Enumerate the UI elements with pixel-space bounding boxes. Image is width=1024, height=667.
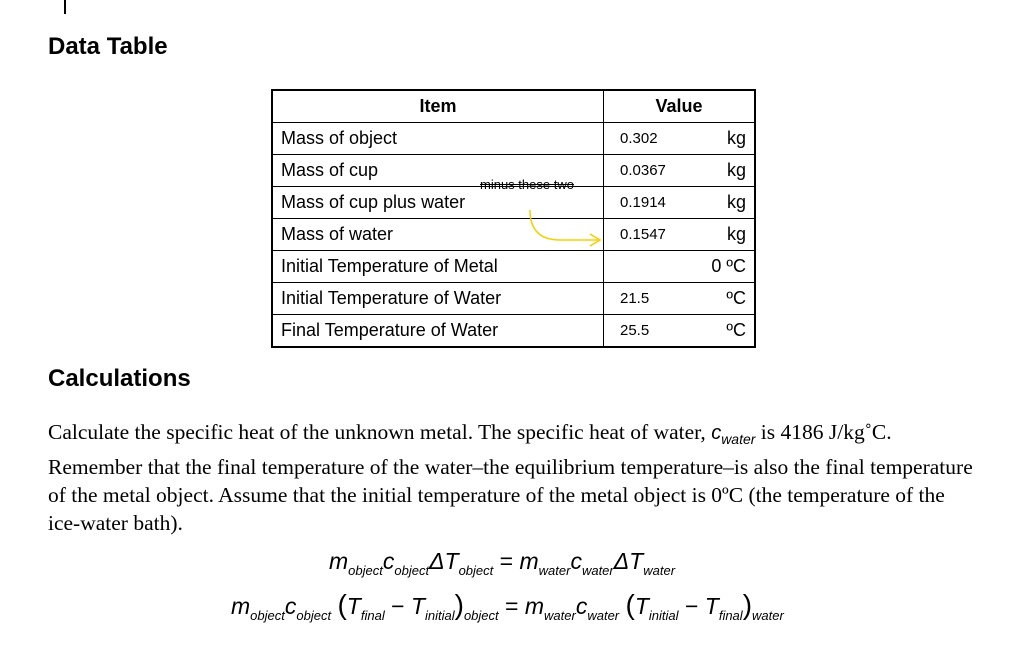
eq-m: m bbox=[524, 593, 545, 619]
eq-c: c bbox=[575, 593, 588, 619]
eq-t: T bbox=[704, 593, 719, 619]
row-unit: kg bbox=[726, 160, 746, 180]
paragraph-part2: is 4186 J/kg˚C. Remember that the final temperature of the water–the equilibrium temperature–is also the final temperature of the metal object. Assume that the initial temperature of the metal object is 0ºC (the temperature of the ice-water bath). bbox=[48, 420, 973, 535]
calculations-heading: Calculations bbox=[48, 365, 191, 392]
row-unit: ºC bbox=[726, 288, 746, 308]
eq-c: c bbox=[570, 548, 582, 574]
eq-sub: object bbox=[458, 563, 494, 578]
row-item: Initial Temperature of Metal bbox=[272, 251, 604, 283]
c-symbol: c bbox=[711, 422, 722, 444]
eq-sub: water bbox=[538, 563, 571, 578]
eq-sub: final bbox=[718, 608, 743, 623]
handwritten-annotation: minus these two bbox=[480, 177, 574, 192]
eq-c: c bbox=[382, 548, 395, 574]
row-unit: kg bbox=[726, 224, 746, 244]
equation-2 bbox=[231, 589, 784, 623]
eq-sub: water bbox=[581, 563, 614, 578]
eq-equals: = bbox=[505, 593, 519, 619]
row-item: Mass of water bbox=[272, 219, 604, 251]
eq-sub: water bbox=[643, 563, 676, 578]
eq-sub: object bbox=[463, 608, 499, 623]
arrow-curve bbox=[530, 210, 598, 240]
eq-sub: object bbox=[348, 563, 383, 578]
eq-sub: initial bbox=[648, 608, 679, 623]
eq-t: T bbox=[634, 593, 649, 619]
paragraph-part1: Calculate the specific heat of the unknown metal. The specific heat of water, bbox=[48, 420, 712, 444]
eq-paren-open: ( bbox=[337, 589, 347, 620]
eq-paren-close: ) bbox=[454, 589, 464, 620]
row-value: 0.302 bbox=[620, 130, 658, 147]
eq-sub: water bbox=[587, 608, 620, 623]
row-unit: ºC bbox=[726, 320, 746, 340]
row-item: Mass of cup plus water bbox=[272, 187, 604, 219]
eq-sub: initial bbox=[425, 608, 455, 623]
eq-sub: water bbox=[544, 608, 576, 623]
header-item: Item bbox=[272, 90, 604, 123]
row-value: 21.5 bbox=[620, 290, 650, 307]
eq-t: T bbox=[346, 593, 361, 619]
header-value: Value bbox=[604, 90, 756, 123]
eq-sub: water bbox=[752, 608, 784, 623]
eq-sub: object bbox=[394, 563, 430, 578]
row-unit: 0 ºC bbox=[711, 256, 746, 276]
eq-delta: ΔT bbox=[429, 548, 459, 574]
data-table-heading: Data Table bbox=[48, 33, 168, 60]
equation-1 bbox=[329, 548, 675, 578]
eq-m: m bbox=[519, 548, 539, 574]
row-value: 0.1914 bbox=[620, 194, 666, 211]
eq-m: m bbox=[231, 593, 251, 619]
c-sub: water bbox=[721, 431, 756, 447]
row-value: 25.5 bbox=[620, 322, 650, 339]
eq-minus: − bbox=[391, 593, 405, 619]
c-water-symbol bbox=[711, 422, 756, 447]
row-item: Mass of object bbox=[272, 123, 604, 155]
row-unit: kg bbox=[726, 192, 746, 212]
row-value: 0.0367 bbox=[620, 162, 666, 179]
eq-equals: = bbox=[499, 548, 514, 574]
row-item: Mass of cup bbox=[272, 155, 604, 187]
eq-sub: object bbox=[296, 608, 332, 623]
eq-sub: final bbox=[360, 608, 385, 623]
eq-m: m bbox=[329, 548, 349, 574]
row-value: 0.1547 bbox=[620, 226, 666, 243]
eq-delta: ΔT bbox=[613, 548, 644, 574]
eq-paren-open: ( bbox=[625, 589, 635, 620]
row-unit: kg bbox=[726, 128, 746, 148]
eq-minus: − bbox=[684, 593, 699, 619]
eq-t: T bbox=[410, 593, 425, 619]
row-item: Initial Temperature of Water bbox=[272, 283, 604, 315]
eq-paren-close: ) bbox=[742, 589, 753, 620]
eq-c: c bbox=[284, 593, 297, 619]
row-item: Final Temperature of Water bbox=[272, 315, 604, 348]
eq-sub: object bbox=[250, 608, 285, 623]
instructions-paragraph bbox=[48, 418, 978, 537]
